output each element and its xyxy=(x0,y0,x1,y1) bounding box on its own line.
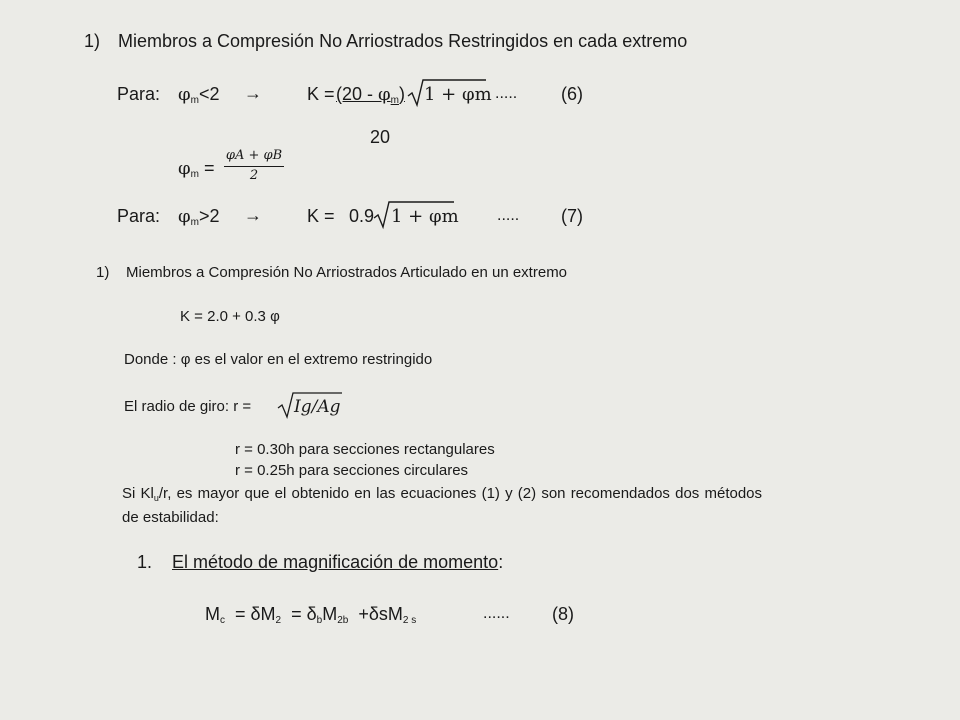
eq6-k-label: K = xyxy=(307,84,335,104)
donde-text: Donde : φ es el valor en el extremo restringido xyxy=(124,351,433,368)
eq7-condition xyxy=(178,206,219,228)
r-circular: r = 0.25h para secciones circulares xyxy=(235,462,469,479)
eq8-m-subscript: c xyxy=(220,615,225,626)
radio-label: El radio de giro: r = xyxy=(124,398,252,415)
eq7-arrow: → xyxy=(244,205,262,225)
phi-subscript: m xyxy=(190,95,199,106)
k-formula: K = 2.0 + 0.3 φ xyxy=(180,308,280,325)
condition: >2 xyxy=(198,206,220,226)
eq6-number: (6) xyxy=(561,84,583,104)
phi-subscript: m xyxy=(190,169,199,180)
phi-symbol: φ xyxy=(178,158,191,179)
method-title-text: El método de magnificación de momento xyxy=(172,552,499,572)
phi-symbol: φ xyxy=(178,206,191,227)
eq8-part1: = δM xyxy=(235,604,276,624)
phim-fraction-bar xyxy=(224,166,284,167)
equals-sign: = xyxy=(203,158,215,178)
section2-number: 1) xyxy=(96,264,110,281)
eq8-dots: ...... xyxy=(483,605,510,622)
eq7-number: (7) xyxy=(561,206,583,226)
phim-denominator: 2 xyxy=(249,168,259,183)
stability-note xyxy=(122,484,762,528)
eq6-radicand: 1 + φm xyxy=(424,84,492,105)
phi-symbol: φ xyxy=(378,84,391,105)
eq8-formula xyxy=(205,604,416,626)
phim-numerator: φA + φB xyxy=(225,148,283,163)
note-text-a: Si Kl xyxy=(122,485,154,502)
eq7-coefficient: 0.9 xyxy=(349,206,375,226)
note-subscript: u xyxy=(153,493,159,503)
eq6-dots: ..... xyxy=(495,85,518,102)
eq8-sub2: 2 xyxy=(275,615,282,626)
phi-subscript: m xyxy=(390,95,399,106)
eq6-numerator-close: ) xyxy=(398,84,405,104)
eq8-m: M xyxy=(205,604,220,624)
section1-number: 1) xyxy=(84,31,101,51)
section2-heading: Miembros a Compresión No Arriostrados Articulado en un extremo xyxy=(126,264,568,281)
radio-radicand: Ig/Ag xyxy=(294,397,341,417)
eq7-k-label: K = xyxy=(307,206,335,226)
eq8-sub-b: b xyxy=(316,615,323,626)
eq8-sub-2s: 2 s xyxy=(402,615,417,626)
eq6-denominator: 20 xyxy=(370,127,391,147)
eq6-arrow: → xyxy=(244,83,262,103)
method-number: 1. xyxy=(137,552,153,572)
method-colon: : xyxy=(498,552,504,572)
r-rectangular: r = 0.30h para secciones rectangulares xyxy=(235,441,495,458)
eq8-number: (8) xyxy=(552,604,574,624)
phi-subscript: m xyxy=(190,217,199,228)
condition: <2 xyxy=(198,84,220,104)
phi-symbol: φ xyxy=(178,84,191,105)
method-title xyxy=(172,552,503,573)
eq6-numerator-open: (20 - xyxy=(336,84,379,104)
eq8-sub-2b: 2b xyxy=(337,615,349,626)
eq7-dots: ..... xyxy=(497,207,520,224)
eq8-plus-part: +δsM xyxy=(358,604,403,624)
eq6-expression xyxy=(336,84,405,106)
section1-heading: Miembros a Compresión No Arriostrados Restringidos en cada extremo xyxy=(118,31,688,51)
note-text-b: /r, es mayor que el obtenido en las ecuaciones (1) y (2) son recomendados dos métodos de estabilidad: xyxy=(122,485,763,526)
eq7-para-label: Para: xyxy=(117,206,161,226)
eq6-condition xyxy=(178,84,219,106)
eq8-m2b: M xyxy=(322,604,338,624)
phim-label xyxy=(178,158,214,180)
eq7-radicand: 1 + φm xyxy=(391,206,459,227)
eq6-para-label: Para: xyxy=(117,84,161,104)
eq8-part2: = δ xyxy=(291,604,317,624)
